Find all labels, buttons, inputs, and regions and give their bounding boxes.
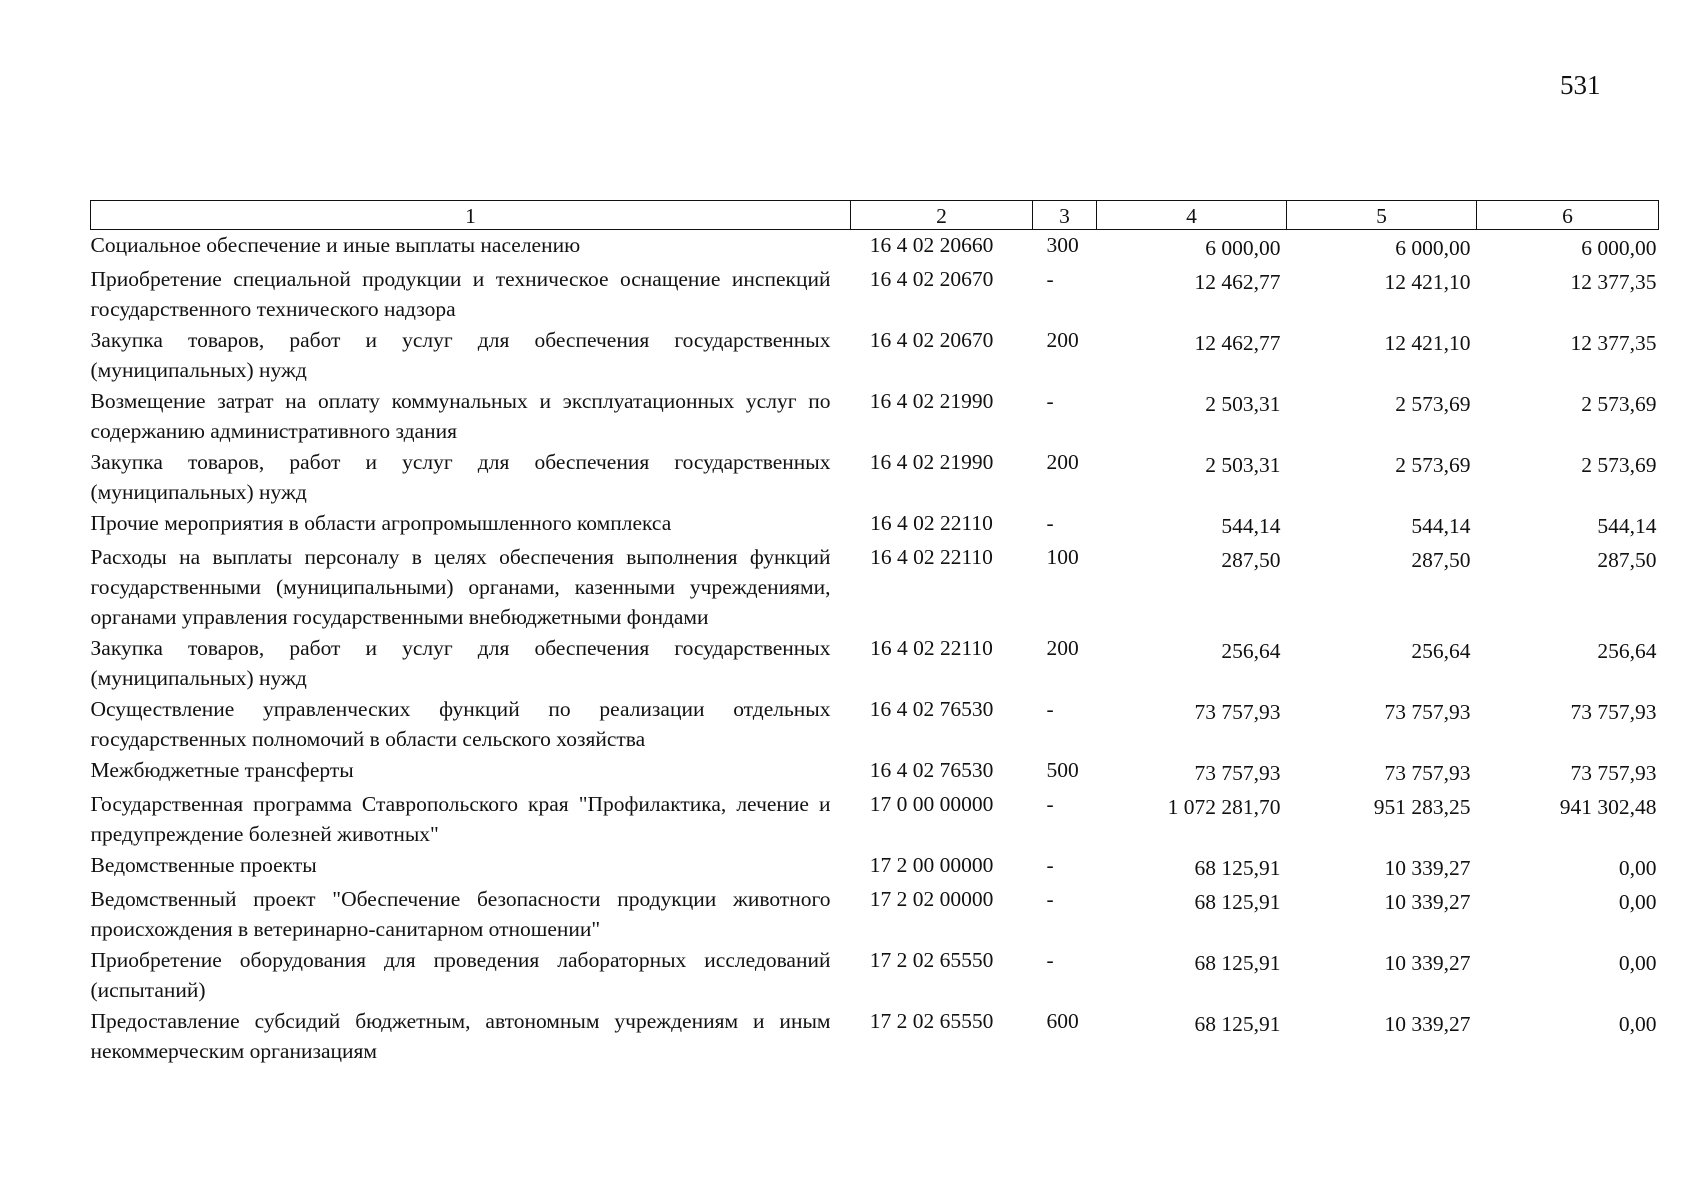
row-code: 16 4 02 22110 [870, 636, 993, 660]
row-code: 16 4 02 22110 [870, 545, 993, 569]
row-amount-col6: 0,00 [1618, 856, 1657, 880]
row-code: 16 4 02 76530 [869, 758, 994, 782]
row-amount-col6: 73 757,93 [1570, 761, 1657, 785]
table-row [91, 694, 1659, 755]
row-amount-col4: 287,50 [1221, 548, 1281, 572]
table-row [91, 447, 1659, 508]
row-code: 16 4 02 76530 [869, 697, 994, 721]
row-description: Прочие мероприятия в области агропромышленного комплекса [90, 511, 672, 535]
row-amount-col6: 6 000,00 [1581, 236, 1657, 260]
row-amount-col5: 2 573,69 [1395, 453, 1471, 477]
row-amount-col4: 68 125,91 [1194, 890, 1281, 914]
row-expense-type: - [1046, 853, 1054, 877]
table-row [91, 386, 1659, 447]
table-row [91, 542, 1659, 633]
row-amount-col5: 10 339,27 [1384, 1012, 1471, 1036]
row-amount-col6: 12 377,35 [1570, 270, 1657, 294]
row-expense-type: 100 [1046, 545, 1079, 569]
table-body [91, 230, 1659, 1068]
row-code: 16 4 02 20670 [869, 328, 994, 352]
row-amount-col4: 12 462,77 [1194, 331, 1281, 355]
table-row [91, 633, 1659, 694]
row-amount-col5: 10 339,27 [1384, 856, 1471, 880]
row-amount-col4: 68 125,91 [1194, 856, 1281, 880]
row-description: Приобретение специальной продукции и техническое оснащение инспекций государственного технического надзора [90, 267, 831, 321]
row-expense-type: - [1046, 792, 1054, 816]
row-amount-col6: 2 573,69 [1581, 392, 1657, 416]
row-description: Осуществление управленческих функций по реализации отдельных государственных полномочий в области сельского хозяйства [90, 697, 831, 751]
page-number: 531 [1560, 70, 1601, 100]
table-row [91, 850, 1659, 884]
row-amount-col5: 10 339,27 [1384, 890, 1471, 914]
table-row [91, 508, 1659, 542]
row-description: Ведомственные проекты [90, 853, 317, 877]
row-code: 16 4 02 21990 [869, 450, 994, 474]
row-expense-type: 500 [1046, 758, 1079, 782]
row-expense-type: - [1046, 267, 1054, 291]
table-row [91, 325, 1659, 386]
row-description: Приобретение оборудования для проведения лабораторных исследований (испытаний) [90, 948, 831, 1002]
row-description: Закупка товаров, работ и услуг для обеспечения государственных (муниципальных) нужд [90, 328, 831, 382]
row-description: Расходы на выплаты персоналу в целях обеспечения выполнения функций государственными (муниципальными) органами, казенными учреждениями, органами управления государственными внебюджетными фондами [90, 545, 831, 629]
table-row [91, 755, 1659, 789]
row-expense-type: - [1046, 948, 1054, 972]
column-header: 2 [851, 201, 1033, 230]
table-row [91, 1006, 1659, 1067]
row-amount-col6: 0,00 [1618, 1012, 1657, 1036]
column-header: 6 [1477, 201, 1659, 230]
row-amount-col4: 68 125,91 [1194, 1012, 1281, 1036]
row-expense-type: 300 [1046, 233, 1079, 257]
row-amount-col6: 12 377,35 [1570, 331, 1657, 355]
row-code: 16 4 02 22110 [870, 511, 993, 535]
row-amount-col4: 2 503,31 [1205, 453, 1281, 477]
header-row [91, 201, 1659, 230]
table-row [91, 230, 1659, 265]
row-code: 17 2 00 00000 [869, 853, 994, 877]
row-amount-col6: 73 757,93 [1570, 700, 1657, 724]
column-header: 1 [91, 201, 851, 230]
row-code: 17 2 02 65550 [869, 948, 994, 972]
row-description: Закупка товаров, работ и услуг для обеспечения государственных (муниципальных) нужд [90, 636, 831, 690]
row-description: Государственная программа Ставропольского края "Профилактика, лечение и предупреждение болезней животных" [90, 792, 831, 846]
row-code: 16 4 02 21990 [869, 389, 994, 413]
row-amount-col4: 256,64 [1221, 639, 1281, 663]
row-expense-type: 200 [1046, 450, 1079, 474]
row-description: Возмещение затрат на оплату коммунальных и эксплуатационных услуг по содержанию административного здания [90, 389, 831, 443]
table-row [91, 264, 1659, 325]
row-description: Межбюджетные трансферты [90, 758, 354, 782]
row-amount-col4: 1 072 281,70 [1167, 795, 1281, 819]
row-amount-col6: 287,50 [1597, 548, 1657, 572]
row-amount-col4: 12 462,77 [1194, 270, 1281, 294]
row-code: 16 4 02 20660 [869, 233, 994, 257]
row-expense-type: 200 [1046, 328, 1079, 352]
row-expense-type: - [1046, 511, 1054, 535]
row-amount-col5: 6 000,00 [1395, 236, 1471, 260]
column-header: 3 [1033, 201, 1097, 230]
row-amount-col4: 544,14 [1221, 514, 1281, 538]
row-amount-col6: 941 302,48 [1559, 795, 1657, 819]
row-amount-col5: 256,64 [1411, 639, 1471, 663]
row-amount-col5: 73 757,93 [1384, 761, 1471, 785]
row-amount-col5: 544,14 [1411, 514, 1471, 538]
row-amount-col6: 0,00 [1618, 890, 1657, 914]
row-description: Закупка товаров, работ и услуг для обеспечения государственных (муниципальных) нужд [90, 450, 831, 504]
row-amount-col5: 12 421,10 [1384, 270, 1471, 294]
row-description: Предоставление субсидий бюджетным, автономным учреждениям и иным некоммерческим организациям [90, 1009, 831, 1063]
row-amount-col5: 2 573,69 [1395, 392, 1471, 416]
row-amount-col5: 10 339,27 [1384, 951, 1471, 975]
table-row [91, 789, 1659, 850]
row-code: 16 4 02 20670 [869, 267, 994, 291]
row-amount-col5: 287,50 [1411, 548, 1471, 572]
row-code: 17 2 02 65550 [869, 1009, 994, 1033]
row-amount-col6: 2 573,69 [1581, 453, 1657, 477]
row-expense-type: 200 [1046, 636, 1079, 660]
row-amount-col6: 256,64 [1597, 639, 1657, 663]
row-expense-type: 600 [1046, 1009, 1079, 1033]
column-header: 5 [1287, 201, 1477, 230]
row-amount-col6: 544,14 [1597, 514, 1657, 538]
row-amount-col4: 2 503,31 [1205, 392, 1281, 416]
row-amount-col5: 951 283,25 [1373, 795, 1471, 819]
row-expense-type: - [1046, 697, 1054, 721]
row-amount-col4: 6 000,00 [1205, 236, 1281, 260]
budget-table [90, 200, 1659, 1067]
row-amount-col5: 12 421,10 [1384, 331, 1471, 355]
row-description: Ведомственный проект "Обеспечение безопасности продукции животного происхождения в ветеринарно-санитарном отношении" [90, 887, 831, 941]
row-amount-col4: 68 125,91 [1194, 951, 1281, 975]
row-amount-col6: 0,00 [1618, 951, 1657, 975]
row-code: 17 2 02 00000 [869, 887, 994, 911]
row-expense-type: - [1046, 389, 1054, 413]
row-expense-type: - [1046, 887, 1054, 911]
row-code: 17 0 00 00000 [869, 792, 994, 816]
row-amount-col5: 73 757,93 [1384, 700, 1471, 724]
row-amount-col4: 73 757,93 [1194, 761, 1281, 785]
table-row [91, 945, 1659, 1006]
row-description: Социальное обеспечение и иные выплаты населению [90, 233, 581, 257]
table-row [91, 884, 1659, 945]
row-amount-col4: 73 757,93 [1194, 700, 1281, 724]
column-header: 4 [1097, 201, 1287, 230]
